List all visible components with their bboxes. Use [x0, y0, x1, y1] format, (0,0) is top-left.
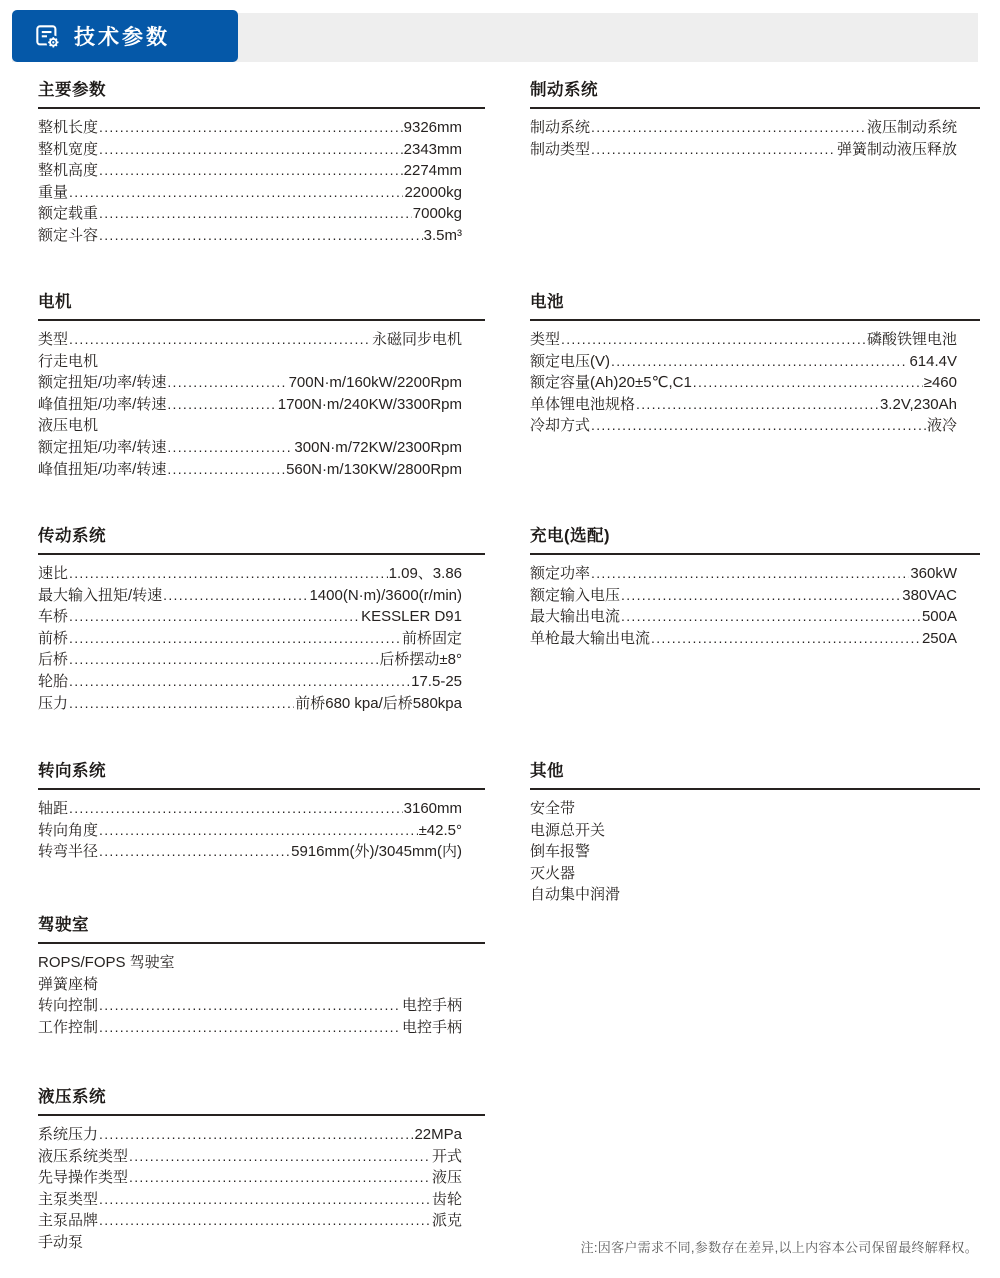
dot-leader: [621, 585, 901, 607]
dot-leader: [99, 117, 403, 139]
spec-rows: [530, 109, 980, 160]
spec-row: [38, 160, 462, 182]
spec-label: 主泵类型: [38, 1190, 99, 1208]
spec-label: 类型: [530, 331, 561, 348]
spec-value: 电控手柄: [401, 997, 462, 1015]
dot-leader: [99, 1210, 431, 1232]
spec-row: [530, 329, 957, 351]
spec-label: 前桥: [38, 629, 69, 647]
spec-value: 300N·m/72KW/2300Rpm: [294, 438, 462, 456]
spec-row: [530, 394, 957, 416]
section-other: [530, 761, 980, 906]
spec-label: 冷却方式: [530, 417, 591, 435]
dot-leader: [621, 606, 921, 628]
spec-label: 液压电机: [38, 417, 99, 435]
spec-row: [530, 117, 957, 139]
section-hydraulic: [38, 1087, 485, 1254]
spec-row: [38, 1124, 462, 1146]
spec-row: [38, 459, 462, 481]
spec-value: 22MPa: [414, 1126, 462, 1143]
dot-leader: [69, 671, 410, 693]
spec-value: 2343mm: [403, 140, 462, 158]
dot-leader: [69, 182, 403, 204]
dot-leader: [99, 1189, 431, 1211]
spec-label: 整机宽度: [38, 140, 99, 158]
spec-value: 磷酸铁锂电池: [866, 331, 957, 348]
section-title: 电机: [38, 293, 72, 311]
spec-row: [38, 329, 462, 351]
spec-row: [38, 351, 462, 373]
spec-label: 重量: [38, 183, 69, 201]
spec-label: 单体锂电池规格: [530, 395, 636, 413]
section-motor: [38, 292, 485, 480]
spec-row: [38, 606, 462, 628]
spec-row: [38, 693, 462, 715]
spec-label: 系统压力: [38, 1126, 99, 1143]
spec-label: 转弯半径: [38, 843, 99, 861]
dot-leader: [99, 225, 423, 247]
spec-value: 1700N·m/240KW/3300Rpm: [277, 395, 462, 413]
spec-label: 额定斗容: [38, 226, 99, 244]
spec-rows: [530, 321, 980, 437]
section-main: [38, 80, 485, 247]
dot-leader: [651, 628, 921, 650]
spec-row: [38, 372, 462, 394]
dot-leader: [167, 394, 276, 416]
spec-row: [530, 798, 957, 820]
spec-label: 额定输入电压: [530, 586, 621, 604]
spec-value: 弹簧制动液压释放: [836, 140, 957, 158]
spec-row: [38, 841, 462, 863]
spec-value: 360kW: [910, 565, 957, 582]
section-banner: [12, 10, 238, 62]
spec-label: 后桥: [38, 651, 69, 669]
section-title: 制动系统: [530, 81, 598, 99]
spec-row: [530, 351, 957, 373]
spec-row: [530, 863, 957, 885]
spec-row: [38, 1210, 462, 1232]
spec-row: [38, 563, 462, 585]
dot-leader: [591, 139, 836, 161]
spec-label: 额定功率: [530, 565, 591, 582]
spec-label: 转向角度: [38, 821, 99, 839]
spec-value: 后桥摆动±8°: [379, 651, 462, 669]
spec-value: 614.4V: [909, 352, 957, 370]
spec-label: 行走电机: [38, 352, 99, 370]
spec-value: 1.09、3.86: [388, 565, 462, 582]
spec-value: ≥460: [923, 374, 957, 392]
section-title: 转向系统: [38, 762, 106, 780]
dot-leader: [99, 160, 403, 182]
spec-value: 500A: [921, 608, 957, 626]
spec-label: 倒车报警: [530, 843, 591, 861]
spec-value: 液压制动系统: [866, 119, 957, 136]
spec-value: 5916mm(外)/3045mm(内): [291, 843, 462, 861]
spec-label: 车桥: [38, 608, 69, 626]
spec-value: 560N·m/130KW/2800Rpm: [286, 460, 462, 478]
section-steering: [38, 761, 485, 863]
spec-label: 先导操作类型: [38, 1169, 129, 1187]
spec-label: 手动泵: [38, 1233, 84, 1251]
spec-value: 永磁同步电机: [371, 331, 462, 348]
dot-leader: [163, 585, 308, 607]
dot-leader: [693, 372, 923, 394]
spec-value: 22000kg: [404, 183, 462, 201]
section-brake: [530, 80, 980, 160]
dot-leader: [69, 649, 378, 671]
spec-value: 派克: [431, 1212, 462, 1230]
spec-row: [38, 798, 462, 820]
spec-row: [530, 563, 957, 585]
spec-row: [530, 606, 957, 628]
section-title: 主要参数: [38, 81, 106, 99]
spec-row: [530, 372, 957, 394]
spec-label: 灭火器: [530, 864, 576, 882]
spec-row: [530, 139, 957, 161]
dot-leader: [99, 995, 401, 1017]
spec-value: 开式: [431, 1147, 462, 1165]
spec-label: 轮胎: [38, 672, 69, 690]
dot-leader: [69, 563, 388, 585]
section-title: 传动系统: [38, 527, 106, 545]
dot-leader: [99, 203, 412, 225]
spec-label: 额定扭矩/功率/转速: [38, 374, 167, 392]
spec-value: 9326mm: [403, 119, 462, 136]
spec-label: 制动系统: [530, 119, 591, 136]
dot-leader: [591, 117, 866, 139]
spec-label: 转向控制: [38, 997, 99, 1015]
spec-value: KESSLER D91: [361, 608, 462, 626]
spec-row: [38, 1146, 462, 1168]
spec-row: [530, 585, 957, 607]
section-title: 充电(选配): [530, 527, 610, 545]
spec-row: [38, 437, 462, 459]
spec-label: 制动类型: [530, 140, 591, 158]
dot-leader: [591, 563, 909, 585]
spec-label: 最大输出电流: [530, 608, 621, 626]
section-title: 液压系统: [38, 1088, 106, 1106]
section-battery: [530, 292, 980, 437]
section-title: 驾驶室: [38, 916, 89, 934]
spec-row: [38, 203, 462, 225]
dot-leader: [69, 798, 403, 820]
spec-label: 峰值扭矩/功率/转速: [38, 395, 167, 413]
spec-row: [38, 139, 462, 161]
spec-value: 700N·m/160kW/2200Rpm: [288, 374, 462, 392]
dot-leader: [99, 139, 403, 161]
spec-row: [38, 820, 462, 842]
spec-label: 工作控制: [38, 1018, 99, 1036]
dot-leader: [129, 1146, 431, 1168]
section-title: 电池: [530, 293, 564, 311]
spec-label: 整机高度: [38, 162, 99, 180]
dot-leader: [99, 1017, 401, 1039]
spec-value: 前桥680 kpa/后桥580kpa: [295, 694, 462, 712]
dot-leader: [69, 606, 360, 628]
spec-value: 250A: [921, 629, 957, 647]
spec-value: 1400(N·m)/3600(r/min): [309, 586, 462, 604]
spec-value: 380VAC: [902, 586, 957, 604]
spec-row: [530, 820, 957, 842]
dot-leader: [99, 820, 418, 842]
spec-row: [38, 1232, 462, 1254]
dot-leader: [167, 459, 285, 481]
document-gear-icon: [34, 23, 61, 50]
dot-leader: [69, 628, 401, 650]
dot-leader: [591, 415, 926, 437]
spec-rows: [38, 109, 485, 247]
spec-value: 3.5m³: [423, 226, 462, 244]
spec-value: 齿轮: [431, 1190, 462, 1208]
spec-row: [38, 394, 462, 416]
spec-label: 电源总开关: [530, 821, 606, 839]
spec-rows: [38, 321, 485, 480]
spec-label: 液压系统类型: [38, 1147, 129, 1165]
spec-row: [38, 1017, 462, 1039]
spec-label: 压力: [38, 694, 69, 712]
dot-leader: [636, 394, 879, 416]
spec-row: [38, 585, 462, 607]
dot-leader: [611, 351, 908, 373]
spec-label: 额定容量(Ah)20±5℃,C1: [530, 374, 692, 392]
spec-value: 17.5-25: [411, 672, 462, 690]
spec-label: 弹簧座椅: [38, 975, 99, 993]
spec-row: [38, 415, 462, 437]
spec-rows: [38, 790, 485, 863]
spec-label: 轴距: [38, 800, 69, 817]
spec-label: ROPS/FOPS 驾驶室: [38, 954, 175, 971]
page-title: 技术参数: [74, 26, 170, 49]
dot-leader: [561, 329, 866, 351]
spec-row: [38, 225, 462, 247]
spec-label: 额定电压(V): [530, 352, 610, 370]
spec-value: ±42.5°: [418, 821, 462, 839]
spec-value: 7000kg: [412, 205, 462, 223]
spec-row: [530, 841, 957, 863]
spec-label: 主泵品牌: [38, 1212, 99, 1230]
spec-label: 类型: [38, 331, 69, 348]
spec-rows: [38, 944, 485, 1038]
section-cab: [38, 915, 485, 1038]
spec-value: 3160mm: [403, 800, 462, 817]
spec-rows: [530, 790, 980, 906]
spec-label: 额定载重: [38, 205, 99, 223]
spec-row: [38, 974, 462, 996]
spec-row: [38, 952, 462, 974]
section-title: 其他: [530, 762, 564, 780]
spec-label: 安全带: [530, 800, 576, 817]
spec-row: [530, 628, 957, 650]
spec-label: 单枪最大输出电流: [530, 629, 651, 647]
spec-value: 2274mm: [403, 162, 462, 180]
spec-row: [530, 884, 957, 906]
spec-value: 液冷: [926, 417, 957, 435]
spec-row: [38, 628, 462, 650]
spec-label: 最大输入扭矩/转速: [38, 586, 163, 604]
dot-leader: [129, 1167, 431, 1189]
spec-row: [38, 995, 462, 1017]
spec-value: 前桥固定: [401, 629, 462, 647]
spec-value: 3.2V,230Ah: [879, 395, 957, 413]
spec-row: [38, 1167, 462, 1189]
section-charging: [530, 526, 980, 649]
dot-leader: [167, 372, 287, 394]
spec-row: [530, 415, 957, 437]
section-drivetrain: [38, 526, 485, 714]
dot-leader: [99, 841, 290, 863]
dot-leader: [99, 1124, 413, 1146]
spec-label: 速比: [38, 565, 69, 582]
dot-leader: [167, 437, 293, 459]
spec-row: [38, 1189, 462, 1211]
spec-value: 液压: [431, 1169, 462, 1187]
spec-rows: [530, 555, 980, 649]
dot-leader: [69, 693, 294, 715]
spec-label: 峰值扭矩/功率/转速: [38, 460, 167, 478]
dot-leader: [69, 329, 371, 351]
spec-rows: [38, 1116, 485, 1254]
spec-row: [38, 649, 462, 671]
footnote: 注:因客户需求不同,参数存在差异,以上内容本公司保留最终解释权。: [580, 1240, 978, 1255]
spec-rows: [38, 555, 485, 714]
spec-row: [38, 182, 462, 204]
spec-label: 额定扭矩/功率/转速: [38, 438, 167, 456]
spec-label: 整机长度: [38, 119, 99, 136]
spec-row: [38, 117, 462, 139]
spec-row: [38, 671, 462, 693]
spec-value: 电控手柄: [401, 1018, 462, 1036]
spec-label: 自动集中润滑: [530, 886, 621, 904]
